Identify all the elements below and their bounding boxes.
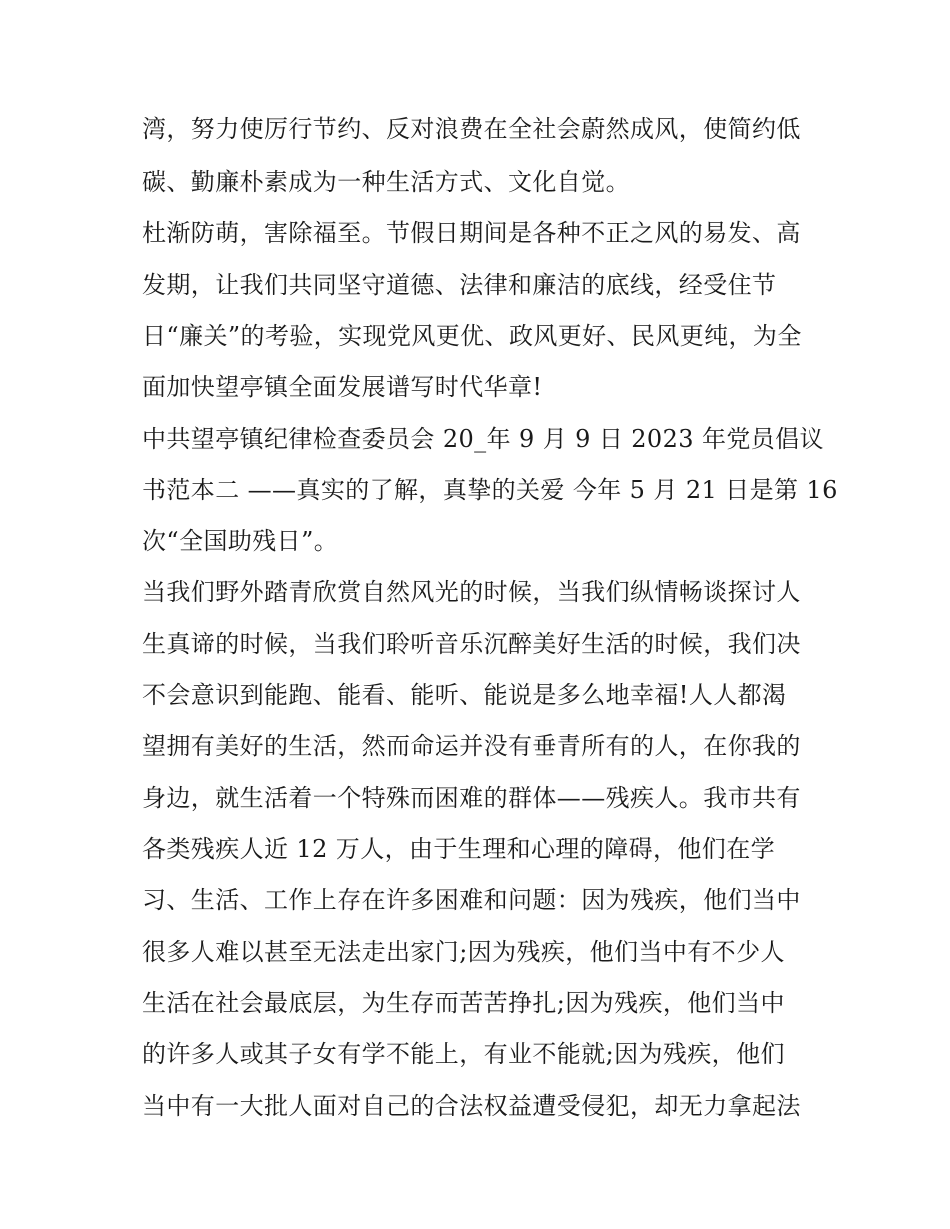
text-line-8: 书范本二 ——真实的了解，真挚的关爱 今年 5 月 21 日是第 16 — [142, 476, 838, 504]
text-line-2: 碳、勤廉朴素成为一种生活方式、文化自觉。 — [142, 168, 630, 196]
text-line-11: 生真谛的时候，当我们聆听音乐沉醉美好生活的时候，我们决 — [142, 630, 801, 658]
text-line-1: 湾，努力使厉行节约、反对浪费在全社会蔚然成风，使简约低 — [142, 115, 801, 143]
text-line-16: 习、生活、工作上存在许多困难和问题：因为残疾，他们当中 — [142, 886, 801, 914]
text-line-9: 次“全国助残日”。 — [142, 527, 339, 555]
text-line-20: 当中有一大批人面对自己的合法权益遭受侵犯，却无力拿起法 — [142, 1092, 801, 1120]
text-line-17: 很多人难以甚至无法走出家门;因为残疾，他们当中有不少人 — [142, 938, 785, 966]
text-line-14: 身边，就生活着一个特殊而困难的群体——残疾人。我市共有 — [142, 784, 801, 812]
text-line-4: 发期，让我们共同坚守道德、法律和廉洁的底线，经受住节 — [142, 271, 777, 299]
text-line-6: 面加快望亭镇全面发展谱写时代华章! — [142, 373, 543, 401]
text-line-13: 望拥有美好的生活，然而命运并没有垂青所有的人，在你我的 — [142, 732, 801, 760]
text-line-10: 当我们野外踏青欣赏自然风光的时候，当我们纵情畅谈探讨人 — [142, 578, 801, 606]
text-line-7: 中共望亭镇纪律检查委员会 20_年 9 月 9 日 2023 年党员倡议 — [142, 425, 824, 453]
text-line-3: 杜渐防萌，害除福至。节假日期间是各种不正之风的易发、高 — [142, 219, 801, 247]
text-line-5: 日“廉关”的考验，实现党风更优、政风更好、民风更纯，为全 — [142, 322, 802, 350]
text-line-15: 各类残疾人近 12 万人，由于生理和心理的障碍，他们在学 — [142, 835, 775, 863]
text-line-12: 不会意识到能跑、能看、能听、能说是多么地幸福!人人都渴 — [142, 681, 787, 709]
text-line-18: 生活在社会最底层，为生存而苦苦挣扎;因为残疾，他们当中 — [142, 989, 785, 1017]
text-line-19: 的许多人或其子女有学不能上，有业不能就;因为残疾，他们 — [142, 1040, 785, 1068]
